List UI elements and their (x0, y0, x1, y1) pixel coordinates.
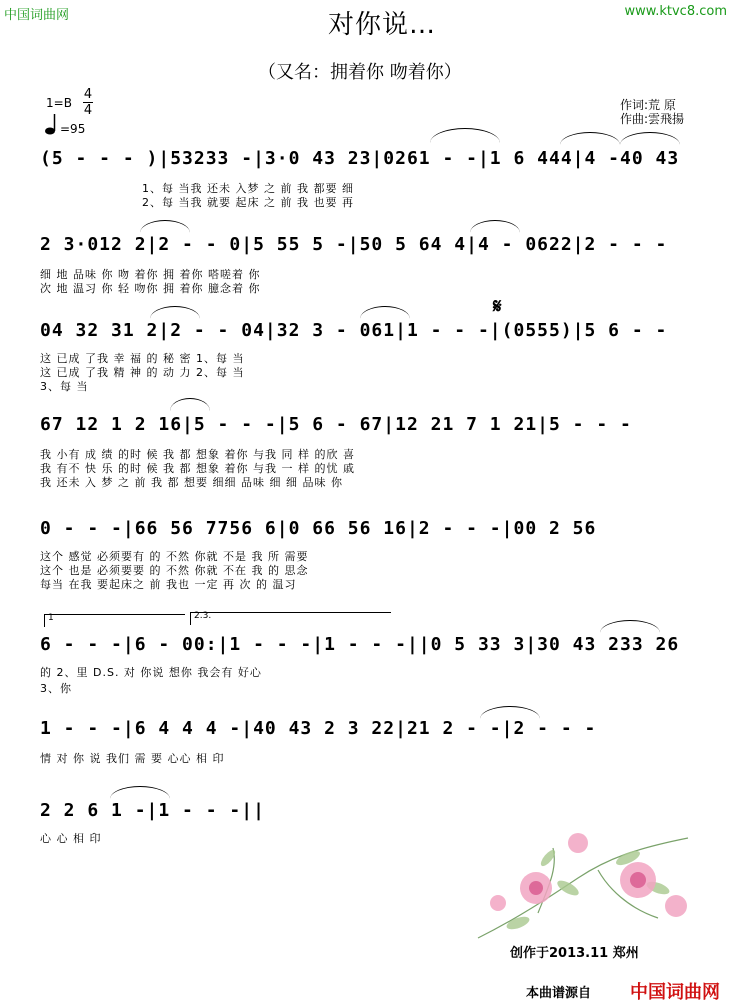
notation-row-6: 6 - - -|6 - 00:|1 - - -|1 - - -||0 5 33 3|30 43 233 26 (40, 634, 680, 655)
lyric-row-5-verse-1: 这个 感觉 必须要有 的 不然 你就 不是 我 所 需要 (40, 550, 309, 563)
volta-first-ending (44, 614, 185, 627)
lyric-row-8-verse-1: 心 心 相 印 (40, 832, 102, 845)
slur (620, 132, 680, 145)
composer: 作曲:雲飛揚 (620, 112, 685, 126)
slur (470, 220, 520, 233)
notation-row-8: 2 2 6 1 -|1 - - -|| (40, 800, 265, 821)
notation-row-5: 0 - - -|66 56 7756 6|0 66 56 16|2 - - -|00 2 56 (40, 518, 597, 539)
footer-label: 本曲谱源自 (526, 986, 592, 1001)
slur (150, 306, 200, 319)
lyricist: 作词:荒 原 (620, 98, 676, 112)
slur (140, 220, 190, 233)
notation-row-4: 67 12 1 2 16|5 - - -|5 6 - 67|12 21 7 1 21|5 - - - (40, 414, 632, 435)
time-signature (83, 88, 93, 117)
slur (430, 128, 500, 143)
volta-1-label: 1 (48, 613, 54, 623)
lyric-row-2-verse-2: 次 地 温习 你 轻 吻你 拥 着你 臆念着 你 (40, 282, 261, 295)
quarter-note-icon (44, 112, 60, 136)
volta-second-ending (190, 612, 391, 625)
lyric-row-3-verse-2: 这 已成 了我 精 神 的 动 力 2、每 当 (40, 366, 245, 379)
lyric-row-2-verse-1: 细 地 品味 你 吻 着你 拥 着你 嗒嗟着 你 (40, 268, 261, 281)
slur (360, 306, 410, 319)
lyric-row-4-verse-1: 我 小有 成 绩 的时 候 我 都 想象 着你 与我 同 样 的欣 喜 (40, 448, 355, 461)
volta-2-label: 2.3. (194, 611, 212, 621)
lyric-row-1-verse-1: 1、每 当我 还未 入梦 之 前 我 都要 细 (142, 182, 354, 195)
lyric-row-4-verse-3: 我 还未 入 梦 之 前 我 都 想要 细细 品味 细 细 品味 你 (40, 476, 343, 489)
lyric-row-5-verse-2: 这个 也是 必须要要 的 不然 你就 不在 我 的 思念 (40, 564, 309, 577)
lyric-row-7-verse-1: 情 对 你 说 我们 需 要 心心 相 印 (40, 752, 225, 765)
signature: 创作于2013.11 郑州 (510, 946, 639, 961)
slur (560, 132, 620, 145)
notation-row-7: 1 - - -|6 4 4 4 -|40 43 2 3 22|21 2 - -|2 - - - (40, 718, 597, 739)
lyric-row-3-verse-3: 3、每 当 (40, 380, 89, 393)
peony-flower-illustration (458, 818, 708, 948)
watermark-left: 中国词曲网 (4, 8, 70, 23)
page-title: 对你说… (328, 10, 437, 40)
slur (600, 620, 660, 633)
segno-icon: 𝄋 (493, 294, 502, 318)
lyric-row-6-verse-1: 的 2、里 D.S. 对 你说 想你 我会有 好心 (40, 666, 262, 679)
slur (170, 398, 210, 411)
lyric-row-6-verse-2: 3、你 (40, 682, 72, 695)
notation-row-2: 2 3·012 2|2 - - 0|5 55 5 -|50 5 64 4|4 - 0622|2 - - - (40, 234, 668, 255)
lyric-row-3-verse-1: 这 已成 了我 幸 福 的 秘 密 1、每 当 (40, 352, 245, 365)
notation-row-1: (5 - - - )|53233 -|3·0 43 23|0261 - -|1 6 444|4 -40 43 (40, 148, 680, 169)
lyric-row-5-verse-3: 每当 在我 要起床之 前 我也 一定 再 次 的 温习 (40, 578, 297, 591)
watermark-right: www.ktvc8.com (624, 4, 727, 19)
tempo: =95 (60, 122, 86, 136)
key-signature: 1=B (46, 96, 72, 110)
lyric-row-4-verse-2: 我 有不 快 乐 的时 候 我 都 想象 着你 与我 一 样 的忧 戚 (40, 462, 355, 475)
lyric-row-1-verse-2: 2、每 当我 就要 起床 之 前 我 也要 再 (142, 196, 354, 209)
slur (480, 706, 540, 719)
time-sig-top: 4 (83, 87, 93, 102)
footer-brand: 中国词曲网 (630, 982, 720, 1003)
notation-row-3: 04 32 31 2|2 - - 04|32 3 - 061|1 - - -|(0555)|5 6 - - (40, 320, 668, 341)
slur (110, 786, 170, 799)
time-sig-bottom: 4 (83, 103, 93, 118)
subtitle: （又名：拥着你 吻着你） (258, 62, 462, 83)
